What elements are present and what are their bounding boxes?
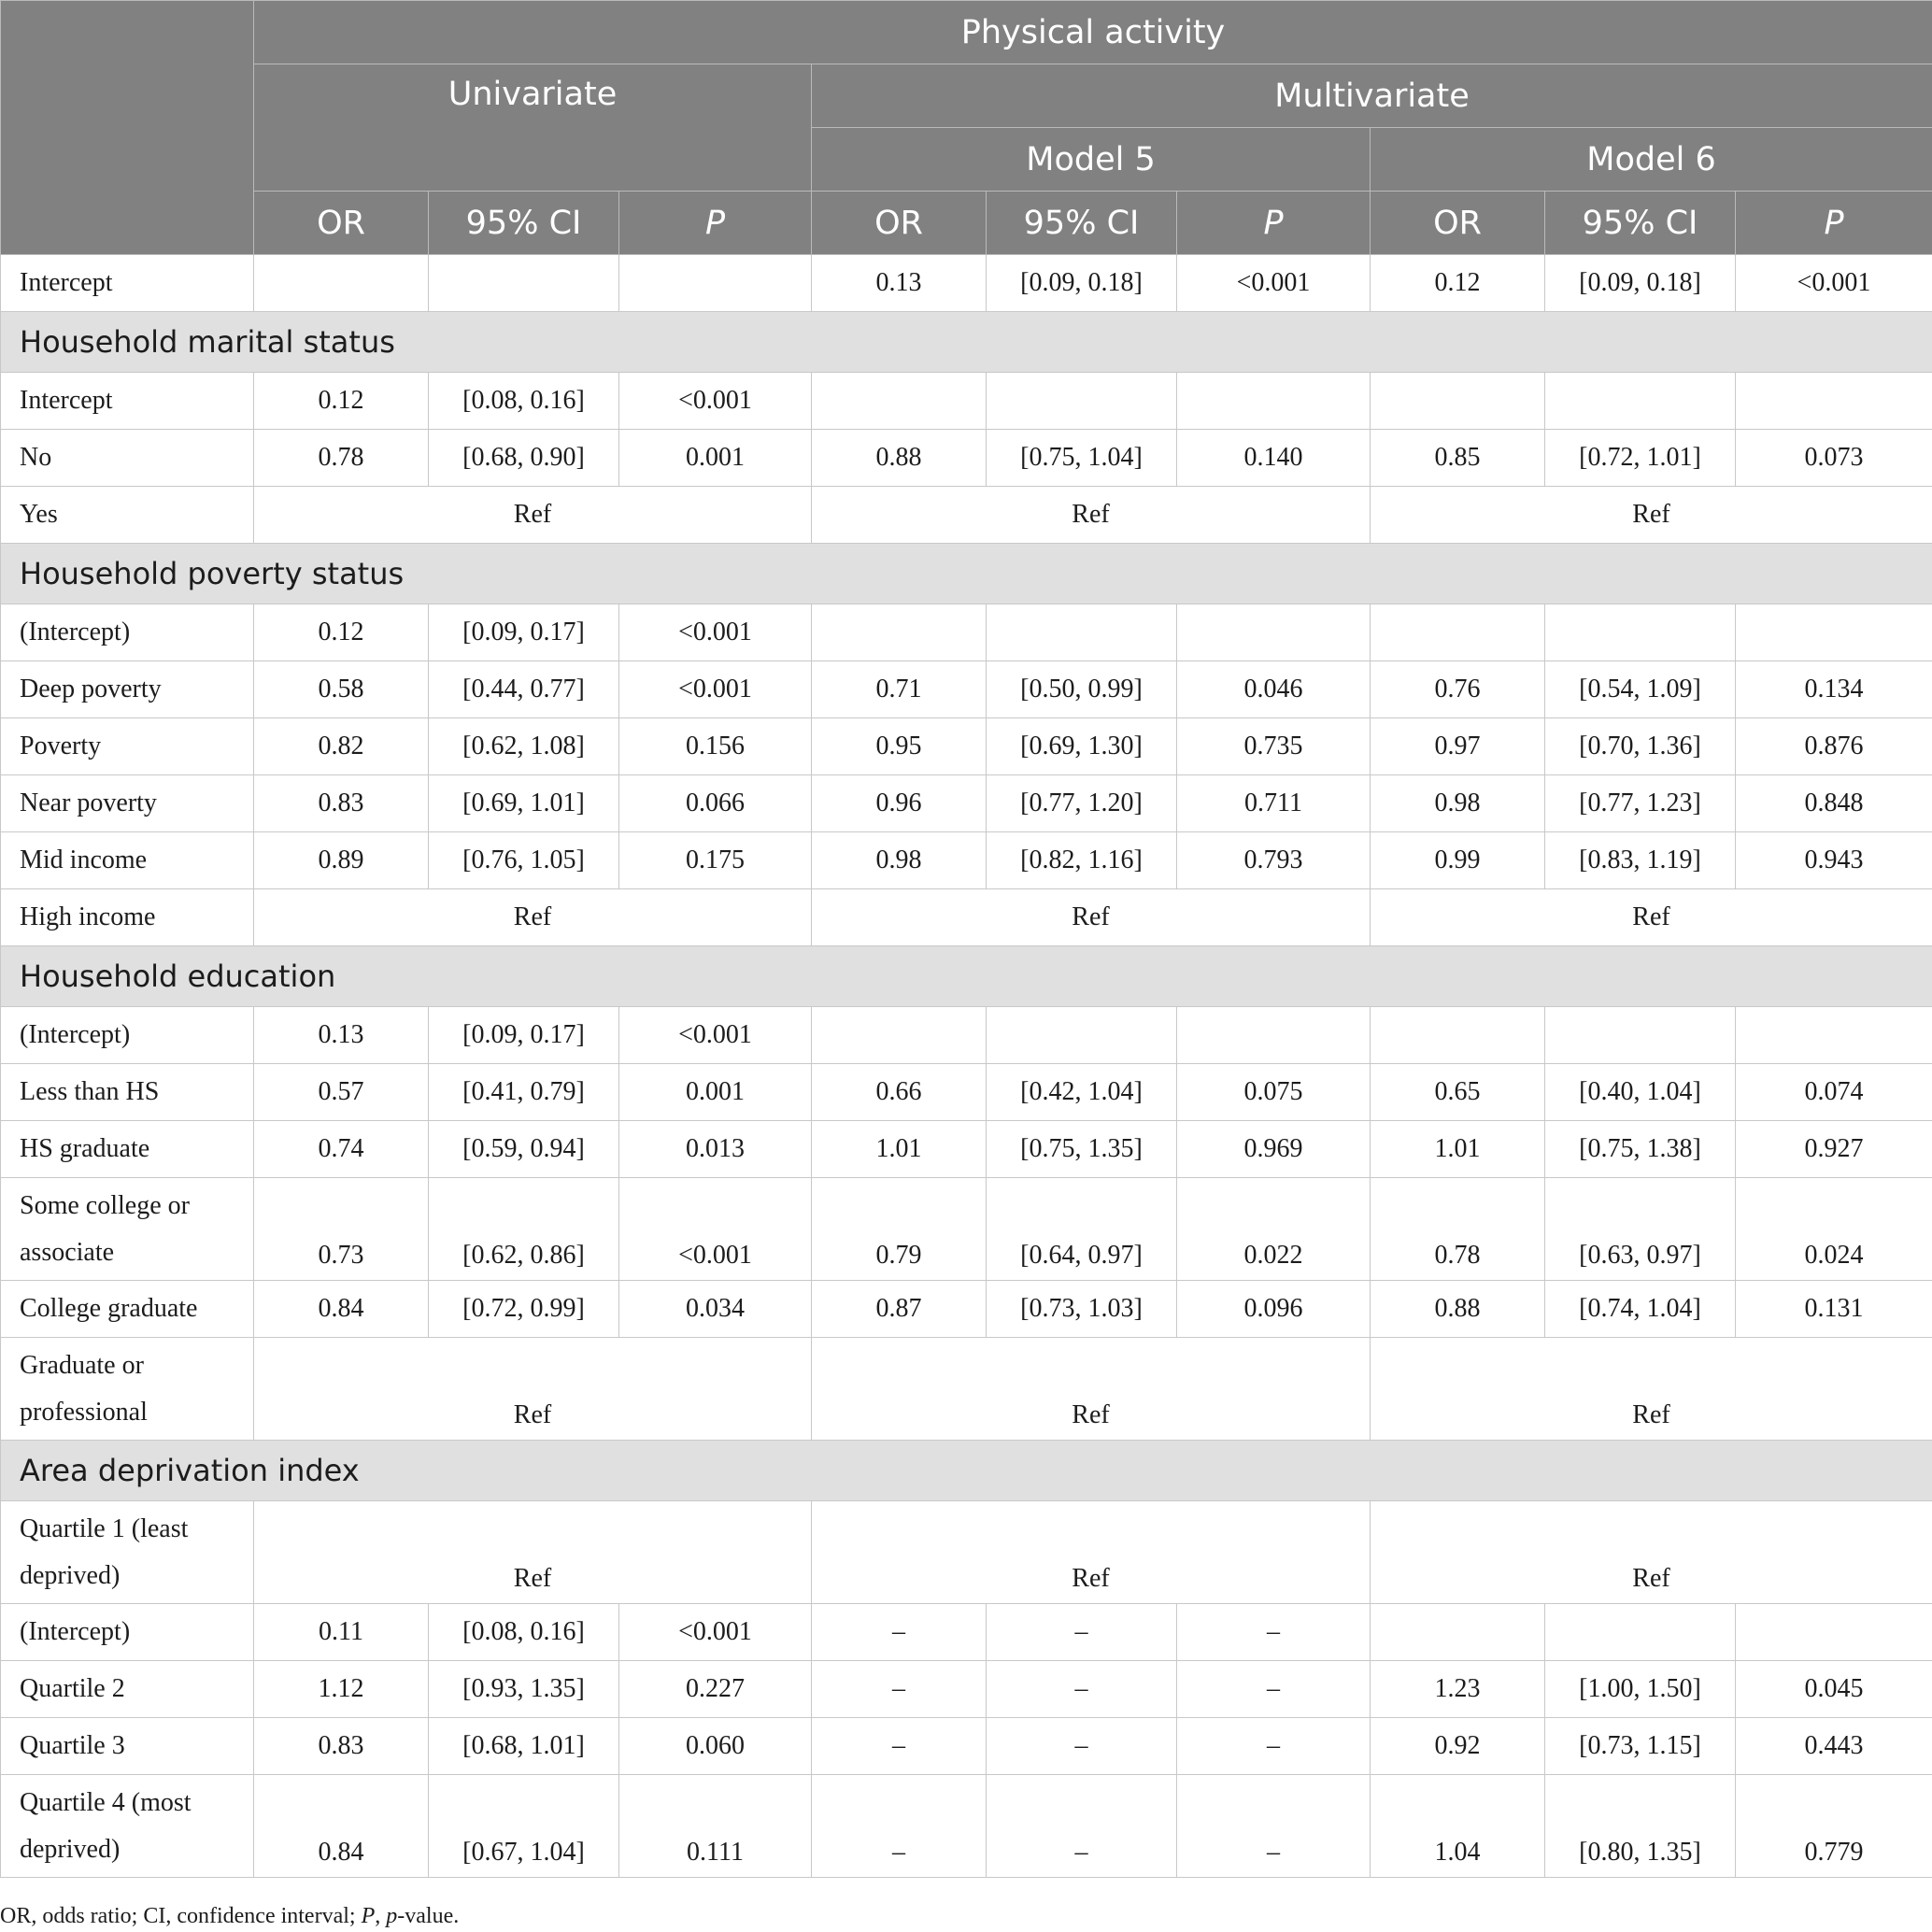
cell-p: 0.001	[619, 1064, 812, 1121]
ref-cell: Ref	[254, 487, 812, 544]
cell-empty	[1177, 604, 1371, 661]
cell-ci: [0.73, 1.15]	[1545, 1718, 1736, 1775]
cell-p: <0.001	[1177, 255, 1371, 312]
table-row	[1, 775, 1932, 832]
cell-or: 0.98	[812, 832, 987, 889]
ref-cell: Ref	[254, 1338, 812, 1441]
cell-or: 0.74	[254, 1121, 429, 1178]
table-row	[1, 1661, 1932, 1718]
table-row	[1, 1501, 1932, 1604]
cell-ci: –	[987, 1775, 1177, 1878]
row-label: (Intercept)	[1, 1007, 254, 1064]
cell-or: 0.88	[1371, 1281, 1545, 1338]
table-row	[1, 1121, 1932, 1178]
cell-or: 0.88	[812, 430, 987, 487]
cell-ci: [0.50, 0.99]	[987, 661, 1177, 718]
cell-empty	[1736, 373, 1932, 430]
cell-p: <0.001	[619, 1007, 812, 1064]
cell-ci: [0.74, 1.04]	[1545, 1281, 1736, 1338]
cell-empty	[1736, 604, 1932, 661]
cell-p: 0.134	[1736, 661, 1932, 718]
cell-empty	[1545, 373, 1736, 430]
cell-p: 0.927	[1736, 1121, 1932, 1178]
header-physical-activity: Physical activity	[254, 1, 1932, 64]
table-row	[1, 1281, 1932, 1338]
cell-empty	[429, 255, 619, 312]
cell-or: –	[812, 1775, 987, 1878]
cell-p: 0.227	[619, 1661, 812, 1718]
cell-empty	[812, 604, 987, 661]
cell-p: 0.045	[1736, 1661, 1932, 1718]
row-label-line2: deprived)	[20, 1560, 121, 1590]
cell-ci: [0.70, 1.36]	[1545, 718, 1736, 775]
cell-ci: [0.72, 1.01]	[1545, 430, 1736, 487]
ref-cell: Ref	[812, 889, 1371, 946]
row-label: Intercept	[1, 373, 254, 430]
header-model6: Model 6	[1371, 128, 1932, 192]
cell-ci: [0.80, 1.35]	[1545, 1775, 1736, 1878]
table-footnote	[0, 1904, 1932, 1929]
cell-ci: [0.83, 1.19]	[1545, 832, 1736, 889]
cell-or: 1.01	[812, 1121, 987, 1178]
cell-p: 0.711	[1177, 775, 1371, 832]
cell-p: 0.022	[1177, 1178, 1371, 1281]
cell-or: 0.96	[812, 775, 987, 832]
cell-or: 1.23	[1371, 1661, 1545, 1718]
ref-cell: Ref	[254, 1501, 812, 1604]
cell-ci: [0.68, 0.90]	[429, 430, 619, 487]
cell-empty	[987, 373, 1177, 430]
header-or: OR	[812, 192, 987, 255]
section-title: Area deprivation index	[1, 1441, 1932, 1501]
row-label: (Intercept)	[1, 604, 254, 661]
section-header	[1, 544, 1932, 604]
cell-empty	[1371, 1604, 1545, 1661]
cell-ci: [0.68, 1.01]	[429, 1718, 619, 1775]
cell-or: 0.99	[1371, 832, 1545, 889]
table-row	[1, 1604, 1932, 1661]
cell-ci: [0.72, 0.99]	[429, 1281, 619, 1338]
table-row	[1, 604, 1932, 661]
ref-cell: Ref	[1371, 487, 1932, 544]
cell-ci: [0.69, 1.01]	[429, 775, 619, 832]
cell-ci: [0.62, 0.86]	[429, 1178, 619, 1281]
table-row	[1, 255, 1932, 312]
cell-or: 1.04	[1371, 1775, 1545, 1878]
header-p: P	[1177, 192, 1371, 255]
cell-empty	[1371, 373, 1545, 430]
cell-or: 0.58	[254, 661, 429, 718]
cell-empty	[1371, 1007, 1545, 1064]
table-header	[1, 1, 1932, 255]
cell-or: 0.78	[1371, 1178, 1545, 1281]
row-label	[1, 1775, 254, 1878]
section-header	[1, 1441, 1932, 1501]
cell-empty	[1177, 373, 1371, 430]
cell-or: 0.87	[812, 1281, 987, 1338]
header-p: P	[1736, 192, 1932, 255]
cell-ci: –	[987, 1718, 1177, 1775]
cell-p: <0.001	[619, 373, 812, 430]
cell-empty	[1371, 604, 1545, 661]
cell-p: <0.001	[619, 604, 812, 661]
cell-ci: [0.09, 0.18]	[987, 255, 1177, 312]
cell-p: 0.140	[1177, 430, 1371, 487]
cell-p: –	[1177, 1661, 1371, 1718]
cell-p: 0.034	[619, 1281, 812, 1338]
cell-ci: [0.64, 0.97]	[987, 1178, 1177, 1281]
footnote-p-italic: p	[386, 1904, 398, 1928]
row-label: Quartile 3	[1, 1718, 254, 1775]
cell-p: 0.779	[1736, 1775, 1932, 1878]
table-row	[1, 832, 1932, 889]
cell-empty	[1736, 1007, 1932, 1064]
cell-or: 0.83	[254, 775, 429, 832]
cell-empty	[1545, 1604, 1736, 1661]
cell-empty	[1545, 1007, 1736, 1064]
cell-empty	[987, 604, 1177, 661]
row-label-line1: Graduate or	[20, 1350, 144, 1380]
cell-or: 1.12	[254, 1661, 429, 1718]
cell-p: –	[1177, 1604, 1371, 1661]
row-label: Mid income	[1, 832, 254, 889]
header-model5: Model 5	[812, 128, 1371, 192]
cell-p: 0.060	[619, 1718, 812, 1775]
cell-or: –	[812, 1604, 987, 1661]
cell-or: 0.12	[1371, 255, 1545, 312]
ref-cell: Ref	[254, 889, 812, 946]
cell-or: –	[812, 1661, 987, 1718]
cell-or: 0.76	[1371, 661, 1545, 718]
cell-or: 0.65	[1371, 1064, 1545, 1121]
cell-p: 0.001	[619, 430, 812, 487]
cell-p: 0.848	[1736, 775, 1932, 832]
header-p: P	[619, 192, 812, 255]
cell-ci: [0.09, 0.18]	[1545, 255, 1736, 312]
table-row	[1, 1338, 1932, 1441]
cell-ci: [0.08, 0.16]	[429, 1604, 619, 1661]
header-ci: 95% CI	[429, 192, 619, 255]
cell-p: 0.735	[1177, 718, 1371, 775]
header-univariate: Univariate	[254, 64, 812, 192]
cell-ci: [0.09, 0.17]	[429, 1007, 619, 1064]
row-label: Quartile 2	[1, 1661, 254, 1718]
cell-p: 0.074	[1736, 1064, 1932, 1121]
cell-ci: [0.54, 1.09]	[1545, 661, 1736, 718]
header-or: OR	[1371, 192, 1545, 255]
cell-empty	[254, 255, 429, 312]
cell-empty	[987, 1007, 1177, 1064]
section-header	[1, 312, 1932, 373]
cell-empty	[1177, 1007, 1371, 1064]
cell-ci: [0.67, 1.04]	[429, 1775, 619, 1878]
cell-p: 0.131	[1736, 1281, 1932, 1338]
cell-ci: [0.82, 1.16]	[987, 832, 1177, 889]
cell-p: 0.066	[619, 775, 812, 832]
cell-ci: [0.69, 1.30]	[987, 718, 1177, 775]
ref-cell: Ref	[1371, 1338, 1932, 1441]
row-label: High income	[1, 889, 254, 946]
cell-ci: [0.42, 1.04]	[987, 1064, 1177, 1121]
cell-p: 0.943	[1736, 832, 1932, 889]
cell-ci: –	[987, 1604, 1177, 1661]
cell-ci: [0.41, 0.79]	[429, 1064, 619, 1121]
cell-or: 0.89	[254, 832, 429, 889]
cell-or: 0.13	[254, 1007, 429, 1064]
cell-or: –	[812, 1718, 987, 1775]
cell-ci: [0.62, 1.08]	[429, 718, 619, 775]
section-title: Household marital status	[1, 312, 1932, 373]
table-row	[1, 1064, 1932, 1121]
section-title: Household poverty status	[1, 544, 1932, 604]
cell-p: 0.013	[619, 1121, 812, 1178]
cell-p: 0.046	[1177, 661, 1371, 718]
cell-p: –	[1177, 1718, 1371, 1775]
cell-or: 0.79	[812, 1178, 987, 1281]
table-row	[1, 889, 1932, 946]
cell-or: 0.12	[254, 604, 429, 661]
table-row	[1, 1775, 1932, 1878]
table-row	[1, 1718, 1932, 1775]
row-label	[1, 1338, 254, 1441]
cell-p: 0.075	[1177, 1064, 1371, 1121]
ref-cell: Ref	[812, 1501, 1371, 1604]
row-label-line2: professional	[20, 1397, 148, 1427]
cell-ci: [0.75, 1.35]	[987, 1121, 1177, 1178]
cell-or: 0.13	[812, 255, 987, 312]
cell-or: 0.83	[254, 1718, 429, 1775]
cell-or: 0.12	[254, 373, 429, 430]
cell-ci: –	[987, 1661, 1177, 1718]
table-row	[1, 661, 1932, 718]
cell-or: 0.84	[254, 1775, 429, 1878]
cell-ci: [0.77, 1.23]	[1545, 775, 1736, 832]
cell-or: 0.95	[812, 718, 987, 775]
cell-p: 0.156	[619, 718, 812, 775]
row-label-line1: Some college or	[20, 1190, 190, 1220]
cell-empty	[812, 373, 987, 430]
cell-ci: [0.08, 0.16]	[429, 373, 619, 430]
section-header	[1, 946, 1932, 1007]
row-label: No	[1, 430, 254, 487]
cell-p: <0.001	[619, 1604, 812, 1661]
cell-p: 0.024	[1736, 1178, 1932, 1281]
cell-p: 0.793	[1177, 832, 1371, 889]
cell-or: 0.71	[812, 661, 987, 718]
ref-cell: Ref	[1371, 1501, 1932, 1604]
cell-or: 0.73	[254, 1178, 429, 1281]
cell-p: 0.111	[619, 1775, 812, 1878]
cell-p: 0.969	[1177, 1121, 1371, 1178]
ref-cell: Ref	[1371, 889, 1932, 946]
row-label: Deep poverty	[1, 661, 254, 718]
row-label: (Intercept)	[1, 1604, 254, 1661]
cell-ci: [0.40, 1.04]	[1545, 1064, 1736, 1121]
cell-or: 0.11	[254, 1604, 429, 1661]
footnote-p-rest: -value.	[397, 1904, 460, 1928]
cell-p: –	[1177, 1775, 1371, 1878]
header-ci: 95% CI	[1545, 192, 1736, 255]
cell-or: 0.66	[812, 1064, 987, 1121]
table-row	[1, 718, 1932, 775]
footnote-abbreviations: OR, odds ratio; CI, confidence interval;	[0, 1904, 362, 1928]
cell-ci: [0.75, 1.04]	[987, 430, 1177, 487]
row-label	[1, 1501, 254, 1604]
cell-or: 0.84	[254, 1281, 429, 1338]
cell-ci: [0.59, 0.94]	[429, 1121, 619, 1178]
cell-empty	[1545, 604, 1736, 661]
cell-empty	[619, 255, 812, 312]
cell-or: 0.98	[1371, 775, 1545, 832]
row-label: College graduate	[1, 1281, 254, 1338]
header-multivariate: Multivariate	[812, 64, 1932, 128]
cell-ci: [0.63, 0.97]	[1545, 1178, 1736, 1281]
cell-ci: [0.09, 0.17]	[429, 604, 619, 661]
cell-or: 0.97	[1371, 718, 1545, 775]
cell-p: <0.001	[1736, 255, 1932, 312]
cell-ci: [1.00, 1.50]	[1545, 1661, 1736, 1718]
cell-ci: [0.76, 1.05]	[429, 832, 619, 889]
cell-empty	[1736, 1604, 1932, 1661]
ref-cell: Ref	[812, 487, 1371, 544]
ref-cell: Ref	[812, 1338, 1371, 1441]
cell-p: 0.073	[1736, 430, 1932, 487]
footnote-p-symbol: P	[361, 1904, 376, 1928]
table-row	[1, 373, 1932, 430]
row-label: HS graduate	[1, 1121, 254, 1178]
header-or: OR	[254, 192, 429, 255]
footnote-separator: ,	[375, 1904, 387, 1928]
row-label-line1: Quartile 4 (most	[20, 1787, 192, 1817]
cell-or: 0.78	[254, 430, 429, 487]
cell-p: 0.175	[619, 832, 812, 889]
cell-ci: [0.77, 1.20]	[987, 775, 1177, 832]
table-body	[1, 255, 1932, 1878]
row-label: Yes	[1, 487, 254, 544]
cell-ci: [0.75, 1.38]	[1545, 1121, 1736, 1178]
cell-or: 0.92	[1371, 1718, 1545, 1775]
cell-ci: [0.44, 0.77]	[429, 661, 619, 718]
row-label: Intercept	[1, 255, 254, 312]
row-label: Less than HS	[1, 1064, 254, 1121]
row-label-line2: deprived)	[20, 1834, 121, 1864]
header-corner	[1, 1, 254, 255]
cell-or: 0.85	[1371, 430, 1545, 487]
row-label: Near poverty	[1, 775, 254, 832]
table-row	[1, 1007, 1932, 1064]
header-ci: 95% CI	[987, 192, 1177, 255]
row-label	[1, 1178, 254, 1281]
cell-p: 0.876	[1736, 718, 1932, 775]
cell-or: 1.01	[1371, 1121, 1545, 1178]
row-label-line2: associate	[20, 1237, 115, 1267]
cell-p: 0.443	[1736, 1718, 1932, 1775]
cell-or: 0.82	[254, 718, 429, 775]
table-row	[1, 487, 1932, 544]
cell-p: 0.096	[1177, 1281, 1371, 1338]
cell-p: <0.001	[619, 661, 812, 718]
cell-p: <0.001	[619, 1178, 812, 1281]
cell-empty	[812, 1007, 987, 1064]
table-row	[1, 1178, 1932, 1281]
row-label: Poverty	[1, 718, 254, 775]
cell-or: 0.57	[254, 1064, 429, 1121]
table-row	[1, 430, 1932, 487]
cell-ci: [0.93, 1.35]	[429, 1661, 619, 1718]
row-label-line1: Quartile 1 (least	[20, 1513, 189, 1543]
section-title: Household education	[1, 946, 1932, 1007]
cell-ci: [0.73, 1.03]	[987, 1281, 1177, 1338]
